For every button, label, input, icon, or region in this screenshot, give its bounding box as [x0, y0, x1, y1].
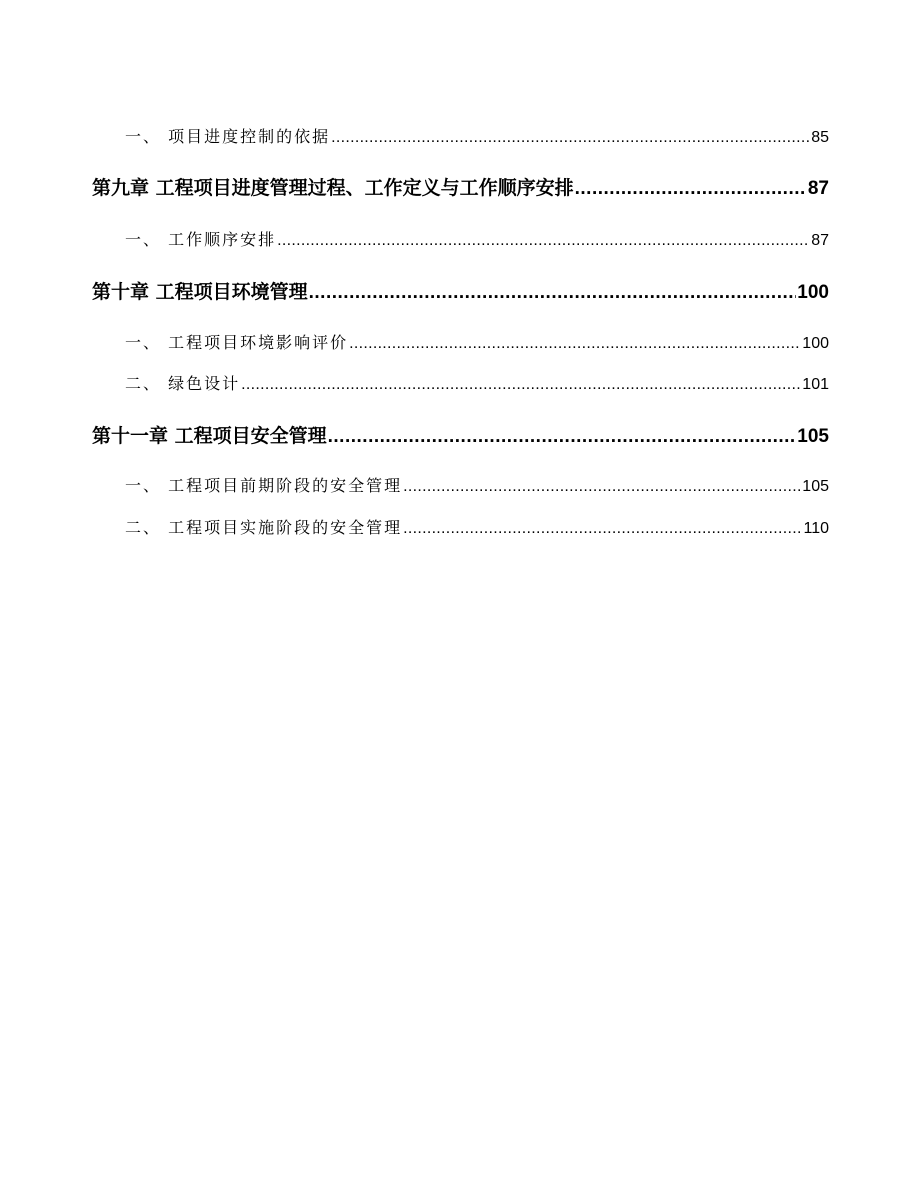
toc-entry[interactable] — [92, 515, 829, 538]
dot-leader — [277, 232, 810, 250]
toc-entry-title: 二、 绿色设计 — [125, 374, 241, 393]
dot-leader — [328, 426, 797, 448]
toc-entry-title: 第九章 工程项目进度管理过程、工作定义与工作顺序安排 — [92, 177, 574, 199]
dot-leader — [309, 282, 797, 304]
toc-entry-page: 100 — [802, 335, 829, 352]
toc-entry-page: 85 — [811, 129, 829, 146]
toc-entry-page: 87 — [807, 178, 829, 199]
dot-leader — [575, 178, 807, 200]
toc-entry-page: 101 — [802, 376, 829, 393]
toc-entry-title: 一、 项目进度控制的依据 — [125, 127, 331, 146]
toc-entry-page: 87 — [811, 232, 829, 249]
toc-entry-page: 100 — [797, 282, 829, 303]
toc-entry[interactable] — [92, 227, 829, 250]
toc-entry[interactable] — [92, 473, 829, 496]
dot-leader — [349, 335, 801, 353]
toc-entry-page: 105 — [802, 478, 829, 495]
toc-entry-title: 第十章 工程项目环境管理 — [92, 281, 308, 303]
toc-entry[interactable] — [92, 124, 829, 147]
toc-entry-title: 一、 工作顺序安排 — [125, 230, 277, 249]
toc-entry-title: 第十一章 工程项目安全管理 — [92, 425, 327, 447]
toc-entry[interactable] — [92, 421, 829, 448]
dot-leader — [403, 478, 801, 496]
toc-entry[interactable] — [92, 173, 829, 200]
toc-entry[interactable] — [92, 277, 829, 304]
toc-entry-page: 105 — [797, 426, 829, 447]
toc-entry-title: 二、 工程项目实施阶段的安全管理 — [125, 518, 403, 537]
toc-entry-page: 110 — [803, 520, 829, 537]
dot-leader — [241, 376, 801, 394]
toc-entry-title: 一、 工程项目前期阶段的安全管理 — [125, 476, 403, 495]
toc-entry-title: 一、 工程项目环境影响评价 — [125, 333, 349, 352]
dot-leader — [331, 129, 810, 147]
toc-entry[interactable] — [92, 330, 829, 353]
toc-entry[interactable] — [92, 371, 829, 394]
dot-leader — [403, 520, 802, 538]
